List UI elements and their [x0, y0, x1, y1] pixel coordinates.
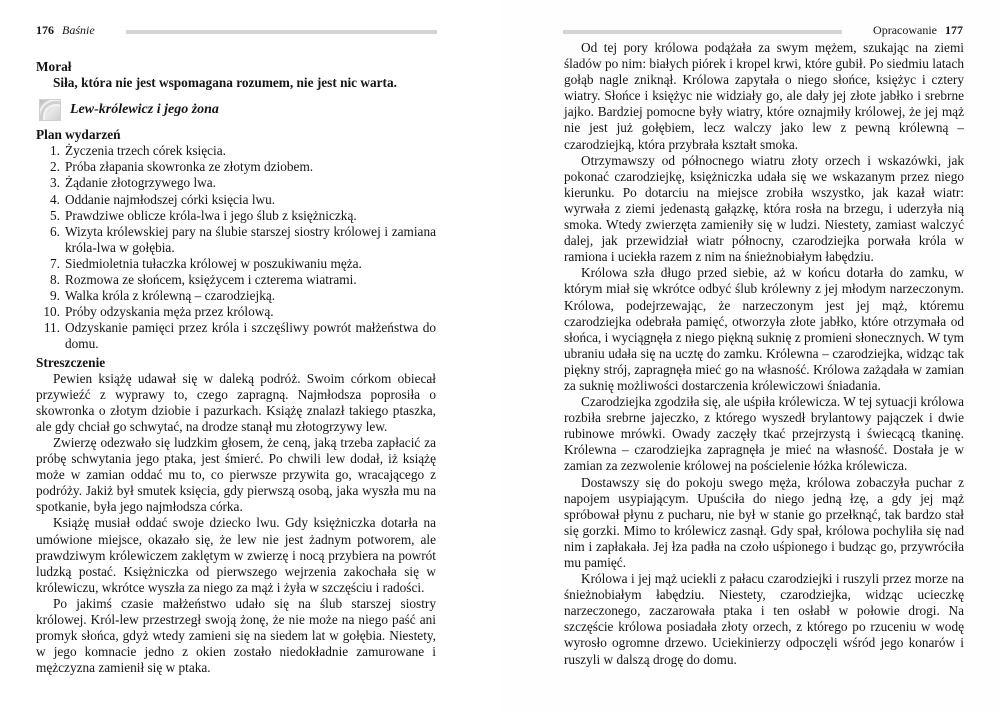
- summary-paragraph: Otrzymawszy od północnego wiatru złoty orzech i wskazówki, jak pokonać czarodziejkę, księżniczka udała się we wskazanym przez niego kierunku. Po dotarciu na miejsce zrobiła wszystko, jak kazał wiatr: wyrwała z ziemi jedenastą gałązkę, która rosła na brzegu, i uderzyła nią smoka. Wtedy zwierzęta zamieniły się w ludzi. Niestety, zamiast walczyć dalej, jak przewidział wiatr północny, czarodziejka porwała króla w ramiona i uciekła razem z nim na śnieżnobiałym łabędziu.: [564, 152, 964, 265]
- summary-paragraph: Po jakimś czasie małżeństwo udało się na ślub starszej siostry królowej. Król-lew przestrzegł swoją żonę, że nie może na niego paść ani promyk słońca, gdyż wtedy zamieni się na siedem lat w gołębia. Niestety, w jego komnacie jedno z okien zostało niedokładnie zamurowane i mężczyzna zamienił się w ptaka.: [36, 595, 436, 676]
- page-number: 176: [36, 23, 54, 37]
- summary-paragraph: Pewien książę udawał się w daleką podróż. Swoim córkom obiecał przywieźć z wyprawy to, czego zapragną. Najmłodsza poprosiła o skowronka o złotym dziobie i pazurkach. Książę znalazł takiego ptaszka, ale gdy chciał go schwytać, na drodze stanął mu złotogrzywy lew.: [36, 370, 436, 434]
- plan-item-number: 5.: [50, 207, 60, 223]
- plan-item-number: 8.: [50, 272, 60, 288]
- plan-item: [36, 159, 436, 175]
- plan-item-text: Siedmioletnia tułaczka królowej w poszukiwaniu męża.: [65, 255, 362, 271]
- summary-paragraph: Królowa szła długo przed siebie, aż w końcu dotarła do zamku, w którym miał się wkrótce odbyć ślub królewny z jej młodym narzeczonym. Królowa, podejrzewając, że narzeczonym jest jej mąż, któremu czarodziejka odebrała pamięć, otworzyła złote jabłko, które otrzymała od słońca, i wyciągnęła z niego piękną suknię z promieni słonecznych. W tym ubraniu udała się na ucztę do zamku. Królewna – czarodziejka, widząc tak piękny strój, zapragnęła mieć go na własność. Królowa zażądała w zamian za suknię możliwości dostarczenia królewiczowi śniadania.: [564, 265, 964, 393]
- plan-item-number: 11.: [43, 320, 60, 336]
- summary-paragraph: Zwierzę odezwało się ludzkim głosem, że ceną, jaką trzeba zapłacić za próbę schwytania jego ptaka, jest śmierć. Po chwili lew dodał, iż książę może w zamian oddać mu to, co pierwsze przywita go, wracającego z podróży. Jakiż był smutek księcia, gdy pierwszą osobą, jaka wyszła mu na spotkanie, była jego najmłodsza córka.: [36, 434, 436, 515]
- plan-item: [36, 208, 436, 224]
- running-head-left: [36, 23, 95, 38]
- plan-item-text: Próba złapania skowronka ze złotym dziobem.: [65, 159, 314, 175]
- plan-item-number: 4.: [50, 191, 60, 207]
- plan-item-text: Prawdziwe oblicze króla-lwa i jego ślub z księżniczką.: [65, 207, 357, 223]
- moral-heading: Morał: [36, 59, 72, 74]
- plan-item-text: Życzenia trzech córek księcia.: [65, 143, 226, 159]
- plan-item: [36, 272, 436, 288]
- plan-item: [36, 224, 436, 256]
- summary-paragraph: Królowa i jej mąż uciekli z pałacu czarodziejki i ruszyli przez morze na śnieżnobiałym łabędziu. Niestety, czarodziejka, widząc ucieczkę narzeczonego, zaczarowała ptaka i ten osłabł w połowie drogi. Na szczęście królowa posiadała złoty orzech, z którego po rzuceniu w wodę wyrosło ogromne drzewo. Uciekinierzy odpoczęli wśród jego konarów i ruszyli w dalszą drogę do domu.: [564, 571, 964, 667]
- plan-item: [36, 192, 436, 208]
- story-ornament-icon: [39, 99, 61, 121]
- plan-item-number: 1.: [50, 143, 60, 159]
- summary-paragraph: Dostawszy się do pokoju swego męża, królowa zobaczyła puchar z napojem usypiającym. Upuściła do niego jedną łzę, a gdy jej mąż spróbował płynu z pucharu, nie był w stanie go przełknąć, tak bardzo stał się gorzki. Mimo to królewicz zasnął. Gdy spał, królowa pochyliła się nad nim i zapłakała. Jej łza padła na czoło uśpionego i budząc go, przywróciła mu pamięć.: [564, 474, 964, 570]
- header-rule: [563, 30, 842, 34]
- right-page-content: [564, 40, 964, 668]
- running-head-right: [873, 23, 963, 38]
- plan-item-text: Rozmowa ze słońcem, księżycem i czterema wiatrami.: [65, 272, 357, 288]
- plan-heading: Plan wydarzeń: [36, 127, 121, 143]
- plan-item: [36, 304, 436, 320]
- plan-item-text: Oddanie najmłodszej córki księcia lwu.: [65, 191, 276, 207]
- plan-item-text: Próby odzyskania męża przez królową.: [65, 304, 274, 320]
- left-page-content: [36, 59, 436, 676]
- story-title-row: [39, 99, 436, 121]
- plan-item-number: 3.: [50, 175, 60, 191]
- right-page: [500, 0, 1000, 712]
- plan-item: [36, 143, 436, 159]
- summary-paragraph: Książę musiał oddać swoje dziecko lwu. Gdy księżniczka dotarła na umówione miejsce, okazało się, że lew nie jest żadnym potworem, ale prawdziwym królewiczem zaklętym w zwierzę i nocą przybiera na powrót ludzką postać. Księżniczka od pierwszego wejrzenia zakochała się w królewiczu, wkrótce wyszła za niego za mąż i żyła w szczęściu i radości.: [36, 515, 436, 595]
- plan-item-text: Odzyskanie pamięci przez króla i szczęśliwy powrót małżeństwa do domu.: [65, 320, 436, 352]
- summary-paragraph: Czarodziejka zgodziła się, ale uśpiła królewicza. W tej sytuacji królowa rozbiła srebrne jajeczko, z którego wyszedł brylantowy pajączek i dwie rubinowe mrówki. Owady zaczęły tkać przejrzystą i świecącą tkaninę. Królewna – czarodziejka zapragnęła je mieć na własność. Dostała je w zamian za zezwolenie królowej na pościelenie łóżka królewicza.: [564, 394, 964, 474]
- plan-item-number: 2.: [50, 159, 60, 175]
- plan-item: [36, 256, 436, 272]
- plan-item: [36, 175, 436, 191]
- header-rule: [126, 30, 437, 34]
- plan-list: [36, 143, 436, 352]
- plan-item: [36, 320, 436, 352]
- plan-item-number: 6.: [50, 223, 60, 239]
- moral-text: Siła, która nie jest wspomagana rozumem, nie jest nic warta.: [53, 75, 397, 91]
- plan-item-text: Wizyta królewskiej pary na ślubie starszej siostry królowej i zamiana króla-lwa w gołębia.: [65, 223, 436, 255]
- summary-heading: Streszczenie: [36, 354, 106, 370]
- page-number: 177: [945, 23, 963, 37]
- plan-item-number: 9.: [50, 288, 60, 304]
- section-title: Opracowanie: [873, 23, 937, 37]
- plan-item-number: 10.: [43, 304, 60, 320]
- summary-paragraph: Od tej pory królowa podążała za swym mężem, szukając na ziemi śladów po nim: białych piórek i kropel krwi, które gubił. Po siedmiu latach gołąb nagle zniknął. Królowa zapytała o niego słońce, księżyc i cztery wiatry. Słońce i księżyc nie widziały go, ale dały jej złote jabłko i srebrne jajko. Bardziej pomocne były wiatry, które oznajmiły królowej, że jej mąż nie jest już gołębiem, lecz walczy jako lew z pewną królewną – czarodziejką, która przybrała kształt smoka.: [564, 40, 964, 152]
- story-title: Lew-królewicz i jego żona: [70, 102, 219, 118]
- plan-item: [36, 288, 436, 304]
- plan-item-text: Żądanie złotogrzywego lwa.: [65, 175, 217, 191]
- section-title: Baśnie: [62, 23, 95, 37]
- plan-item-text: Walka króla z królewną – czarodziejką.: [65, 288, 276, 304]
- plan-item-number: 7.: [50, 255, 60, 271]
